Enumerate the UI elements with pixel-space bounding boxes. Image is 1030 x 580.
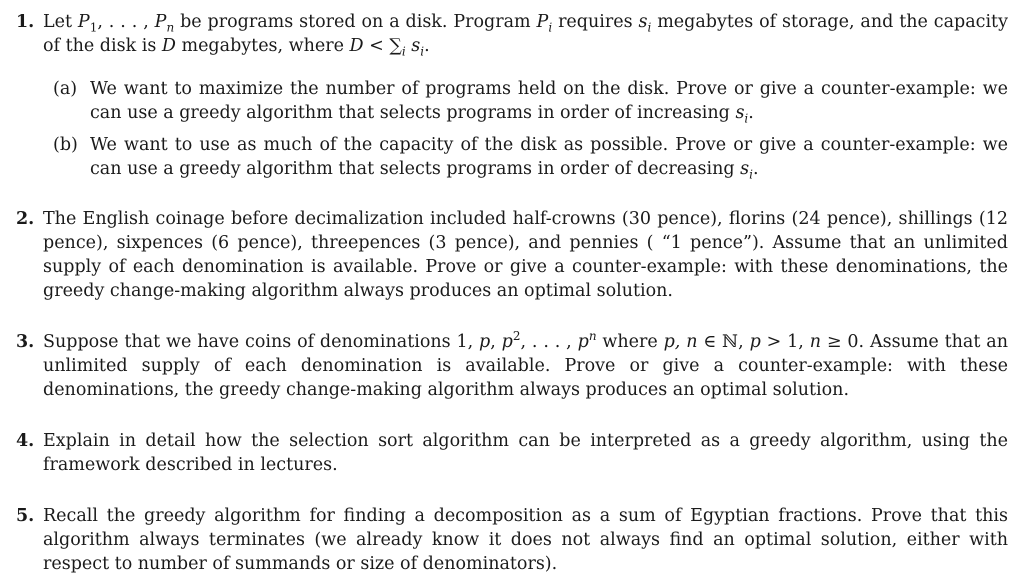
problem-text: The English coinage before decimalization included half-crowns (30 pence), florins (24 pence), shillings (12 pence), sixpences (6 pence), threepences (3 pence), and pennies ( “1 pence”). Assume that an unlimited supply of each denomination is available. Prove or give a counter-example: with these denominations, the greedy change-making algorithm always produces an optimal solution.	[43, 209, 1008, 301]
problem-3	[16, 330, 1008, 402]
subpart-text: We want to maximize the number of programs held on the disk. Prove or give a counter-example: we can use a greedy algorithm that selects programs in order of increasing $s_i$.	[90, 79, 1008, 126]
problem-number: 5.	[16, 506, 35, 526]
subpart-label: (a)	[53, 79, 78, 99]
problem-number: 4.	[16, 431, 35, 451]
problem-4	[16, 429, 1008, 477]
problem-number: 2.	[16, 209, 35, 229]
problem-text: Recall the greedy algorithm for finding a decomposition as a sum of Egyptian fractions. Prove that this algorithm always terminates (we already know it does not always find an optimal solution, either with respect to number of summands or size of denominators).	[43, 506, 1008, 574]
subpart-text: We want to use as much of the capacity of the disk as possible. Prove or give a counter-example: we can use a greedy algorithm that selects programs in order of decreasing $s_i$.	[90, 135, 1008, 182]
problem-text: Suppose that we have coins of denominations 1, p, $p^2$, . . . , $p^n$ where p, n ∈ ℕ, p > 1, n ≥ 0. Assume that an unlimited supply of each denomination is available. Prove or give a counter-example: with these denominations, the greedy change-making algorithm always produces an optimal solution.	[43, 329, 1008, 400]
problem-text: Explain in detail how the selection sort algorithm can be interpreted as a greedy algorithm, using the framework described in lectures.	[43, 431, 1008, 475]
problem-1a	[53, 77, 1008, 125]
problem-number: 1.	[16, 12, 35, 32]
subpart-label: (b)	[53, 135, 78, 155]
problem-2	[16, 207, 1008, 303]
problem-text: Let $P_1$, . . . , $P_n$ be programs stored on a disk. Program $P_i$ requires $s_i$ megabytes of storage, and the capacity of the disk is D megabytes, where $D < \sum_i$ $s_i$.	[43, 12, 1008, 59]
problem-5	[16, 504, 1008, 576]
problem-1b	[53, 133, 1008, 181]
problem-1	[16, 10, 1008, 58]
problem-number: 3.	[16, 332, 35, 352]
